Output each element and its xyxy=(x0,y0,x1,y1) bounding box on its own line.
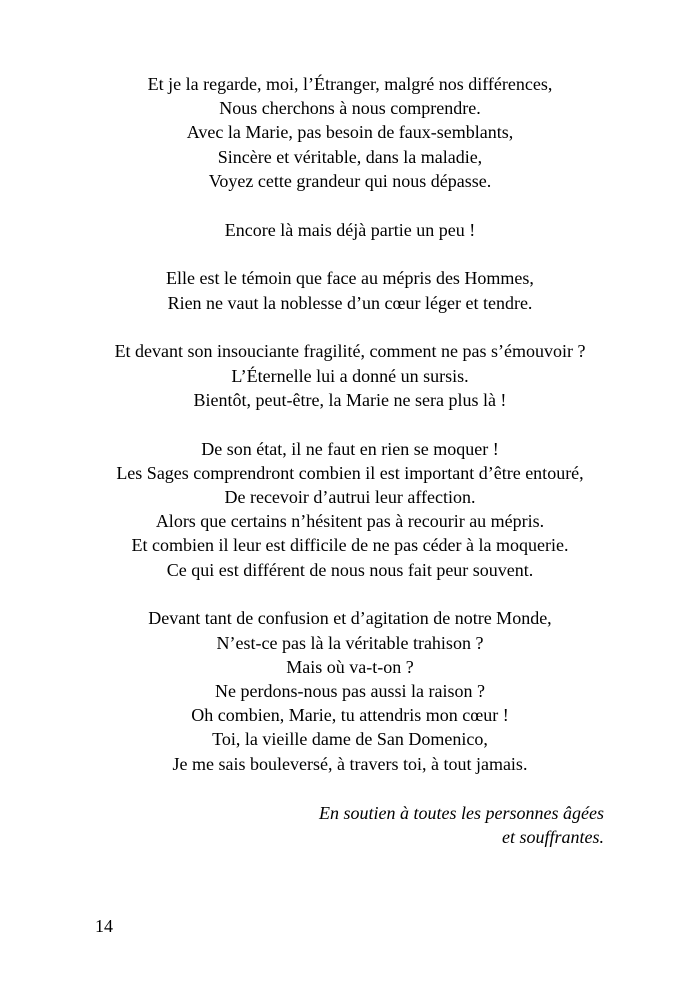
page-number: 14 xyxy=(95,916,113,936)
poem-line: Bientôt, peut-être, la Marie ne sera plus là ! xyxy=(193,389,507,410)
stanza-5 xyxy=(0,437,700,582)
dedication xyxy=(319,801,604,849)
stanza-6 xyxy=(0,606,700,775)
stanza-4 xyxy=(0,339,700,412)
poem-line: Et combien il leur est difficile de ne pas céder à la moquerie. xyxy=(131,535,569,556)
poem-line: Alors que certains n’hésitent pas à recourir au mépris. xyxy=(155,511,545,532)
stanza-3 xyxy=(0,266,700,314)
poem-line: Les Sages comprendront combien il est important d’être entouré, xyxy=(116,462,584,483)
poem-line: Voyez cette grandeur qui nous dépasse. xyxy=(208,170,492,191)
stanza-1 xyxy=(0,72,700,193)
poem-line: N’est-ce pas là la véritable trahison ? xyxy=(216,632,484,653)
poem-line: Je me sais bouleversé, à travers toi, à tout jamais. xyxy=(172,753,528,774)
poem-line: Rien ne vaut la noblesse d’un cœur léger et tendre. xyxy=(167,292,533,313)
poem-line: Et je la regarde, moi, l’Étranger, malgré nos différences, xyxy=(147,74,553,94)
poem-line: L’Éternelle lui a donné un sursis. xyxy=(231,365,469,386)
poem-line: Elle est le témoin que face au mépris des Hommes, xyxy=(166,268,534,289)
poem-line: Oh combien, Marie, tu attendris mon cœur ! xyxy=(191,705,509,726)
poem-line: Ne perdons-nous pas aussi la raison ? xyxy=(215,681,485,702)
dedication-line: et souffrantes. xyxy=(502,827,604,847)
poem-line: Et devant son insouciante fragilité, comment ne pas s’émouvoir ? xyxy=(114,341,586,362)
poem-line: Ce qui est différent de nous nous fait peur souvent. xyxy=(166,559,534,580)
poem-line: De son état, il ne faut en rien se moquer ! xyxy=(201,438,499,459)
poem-line: Sincère et véritable, dans la maladie, xyxy=(217,146,483,167)
stanza-2 xyxy=(0,218,700,242)
poem-line: Avec la Marie, pas besoin de faux-semblants, xyxy=(186,122,514,143)
poem xyxy=(0,72,700,800)
poem-line: Nous cherchons à nous comprendre. xyxy=(219,98,481,119)
poem-line: De recevoir d’autrui leur affection. xyxy=(224,487,476,508)
poem-line: Toi, la vieille dame de San Domenico, xyxy=(212,729,488,750)
dedication-line: En soutien à toutes les personnes âgées xyxy=(319,803,604,823)
poem-line: Devant tant de confusion et d’agitation de notre Monde, xyxy=(148,608,552,629)
poem-line: Mais où va-t-on ? xyxy=(286,656,414,677)
poem-line: Encore là mais déjà partie un peu ! xyxy=(224,219,476,240)
